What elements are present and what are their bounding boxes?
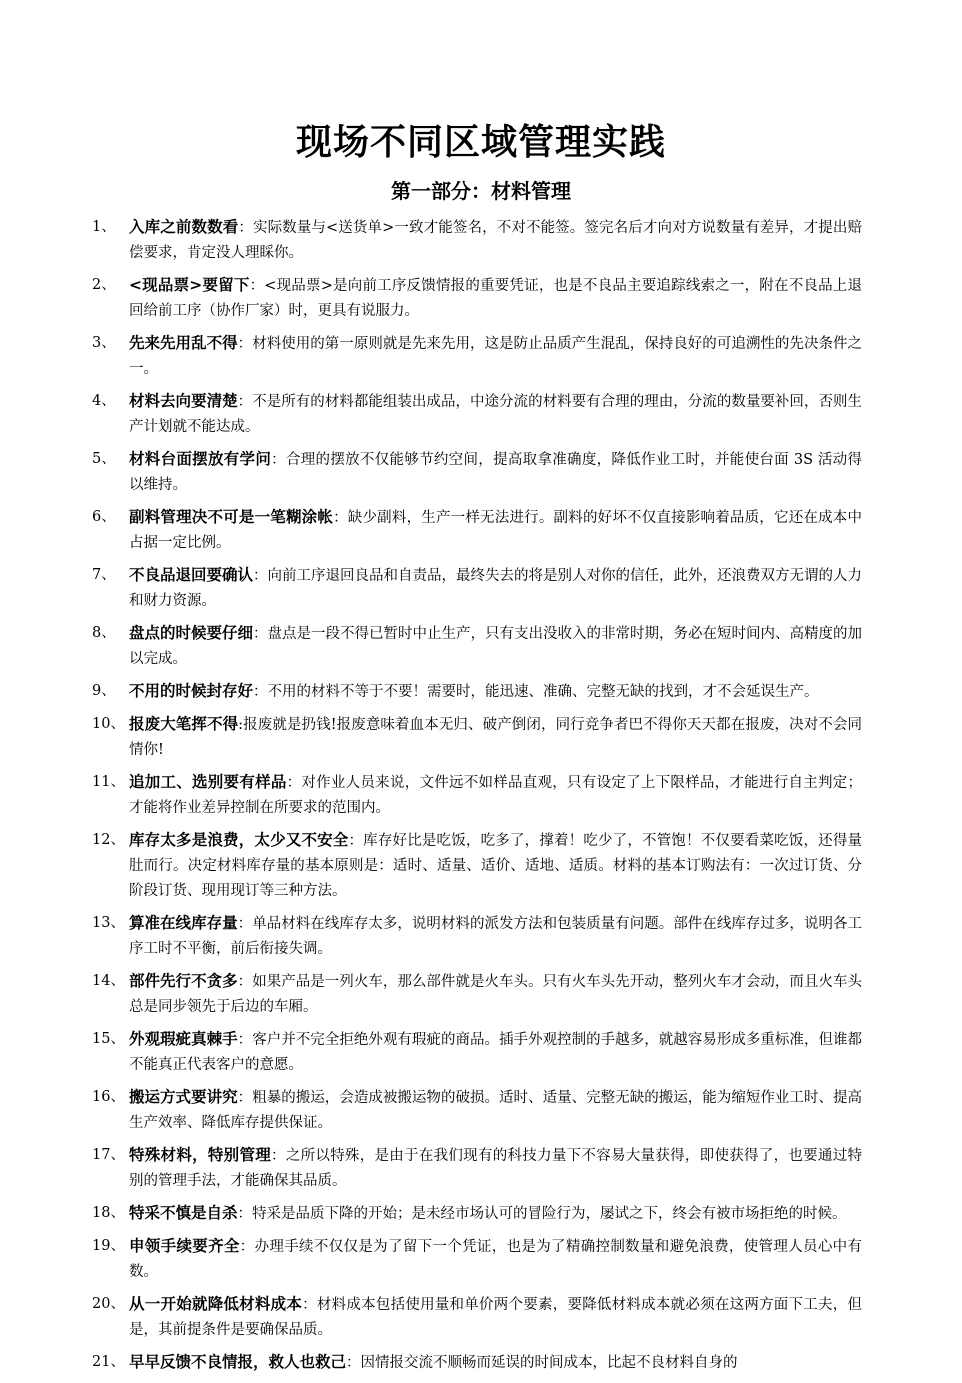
list-item: [92, 563, 862, 614]
item-body: [129, 712, 862, 763]
item-keyword: 报废大笔挥不得: [129, 715, 239, 733]
item-text: 之所以特殊，是由于在我们现有的科技力量下不容易大量获得，即使获得了，也要通过特别的管理手法，才能确保其品质。: [129, 1148, 862, 1189]
item-body: [129, 1292, 862, 1343]
item-keyword: 特殊材料，特别管理: [129, 1146, 272, 1164]
item-separator: ：: [271, 452, 286, 468]
item-number: 18、: [92, 1205, 125, 1221]
item-separator: ：: [237, 1090, 253, 1106]
item-number: 1、: [92, 219, 116, 235]
list-item: [92, 389, 862, 440]
item-text: 向前工序退回良品和自责品，最终失去的将是别人对你的信任，此外，还浪费双方无谓的人力和财力资源。: [129, 568, 863, 609]
item-body: [129, 215, 862, 266]
item-text: 办理手续不仅仅是为了留下一个凭证，也是为了精确控制数量和避免浪费，使管理人员心中有数。: [129, 1239, 862, 1280]
list-item: [92, 969, 862, 1020]
item-keyword: 算准在线库存量: [129, 914, 238, 932]
item-separator: ：: [253, 626, 268, 642]
item-number: 13、: [92, 915, 125, 931]
item-keyword: 部件先行不贪多: [129, 972, 238, 990]
item-keyword: 追加工、选别要有样品: [129, 773, 287, 791]
item-number: 14、: [92, 973, 125, 989]
item-number: 10、: [92, 716, 125, 732]
item-keyword: 先来先用乱不得: [129, 334, 238, 352]
item-separator: ：: [237, 974, 253, 990]
item-text: 盘点是一段不得已暂时中止生产，只有支出没收入的非常时期，务必在短时间内、高精度的加以完成。: [129, 626, 863, 667]
item-text: <现品票>是向前工序反馈情报的重要凭证，也是不良品主要追踪线索之一，附在不良品上退回给前工序（协作厂家）时，更具有说服力。: [129, 278, 862, 319]
item-keyword: 材料台面摆放有学问: [129, 450, 272, 468]
list-item: [92, 1234, 862, 1285]
item-text: 不是所有的材料都能组装出成品，中途分流的材料要有合理的理由，分流的数量要补回，否则生产计划就不能达成。: [129, 394, 863, 435]
item-number: 8、: [92, 625, 116, 641]
item-separator: :: [238, 717, 244, 733]
item-number: 4、: [92, 393, 116, 409]
item-number: 19、: [92, 1238, 125, 1254]
item-text: 因情报交流不顺畅而延误的时间成本，比起不良材料自身的: [360, 1355, 738, 1371]
list-item: [92, 1143, 862, 1194]
item-keyword: 入库之前数数看: [129, 218, 239, 236]
item-body: [129, 969, 862, 1020]
item-text: 材料使用的第一原则就是先来先用，这是防止品质产生混乱，保持良好的可追溯性的先决条件之一。: [129, 336, 863, 377]
item-text: 对作业人员来说，文件远不如样品直观，只有设定了上下限样品，才能进行自主判定；才能将作业差异控制在所要求的范围内。: [129, 775, 862, 816]
item-separator: ：: [333, 510, 348, 526]
item-body: [129, 770, 862, 821]
list-item: [92, 505, 862, 556]
item-body: [129, 679, 862, 705]
item-body: [129, 1201, 862, 1227]
item-text: 实际数量与<送货单>一致才能签名，不对不能签。签完名后才向对方说数量有差异，才提出赔偿要求，肯定没人理睬你。: [129, 220, 863, 261]
item-text: 特采是品质下降的开始；是未经市场认可的冒险行为，屡试之下，终会有被市场拒绝的时候。: [252, 1206, 847, 1222]
item-separator: ：: [249, 278, 265, 294]
item-separator: ：: [237, 336, 253, 352]
item-keyword: 申领手续要齐全: [129, 1237, 240, 1255]
item-keyword: 材料去向要清楚: [129, 392, 238, 410]
item-text: 客户并不完全拒绝外观有瑕疵的商品。插手外观控制的手越多，就越容易形成多重标准，但谁都不能真正代表客户的意愿。: [129, 1032, 863, 1073]
item-separator: ：: [237, 916, 253, 932]
item-separator: ：: [348, 833, 364, 849]
item-separator: ：: [237, 1032, 253, 1048]
item-number: 20、: [92, 1296, 125, 1312]
item-number: 12、: [92, 832, 125, 848]
item-number: 21、: [92, 1354, 125, 1370]
list-item: [92, 712, 862, 763]
item-body: [129, 389, 862, 440]
item-separator: ：: [239, 1239, 255, 1255]
item-body: [129, 505, 862, 556]
item-separator: ：: [253, 684, 268, 700]
item-text: 单品材料在线库存太多，说明材料的派发方法和包装质量有问题。部件在线库存过多，说明各工序工时不平衡，前后衔接失调。: [129, 916, 863, 957]
rule-list: [92, 215, 862, 1383]
item-separator: ：: [238, 220, 253, 236]
item-text: 不用的材料不等于不要！需要时，能迅速、准确、完整无缺的找到，才不会延误生产。: [267, 684, 819, 700]
item-keyword: 盘点的时候要仔细: [129, 624, 254, 642]
item-text: 报废就是扔钱!报废意味着血本无归、破产倒闭，同行竞争者巴不得你天天都在报废，决对不会同情你!: [129, 717, 862, 758]
list-item: [92, 770, 862, 821]
list-item: [92, 1027, 862, 1078]
item-keyword: 库存太多是浪费，太少又不安全: [129, 831, 349, 849]
item-separator: ：: [271, 1148, 286, 1164]
item-number: 6、: [92, 509, 116, 525]
list-item: [92, 1201, 862, 1227]
item-text: 材料成本包括使用量和单价两个要素，要降低材料成本就必须在这两方面下工夫，但是，其前提条件是要确保品质。: [129, 1297, 863, 1338]
item-number: 16、: [92, 1089, 125, 1105]
item-keyword: <现品票>要留下: [129, 276, 250, 294]
list-item: [92, 1085, 862, 1136]
item-text: 粗暴的搬运，会造成被搬运物的破损。适时、适量、完整无缺的搬运，能为缩短作业工时、提高生产效率、降低库存提供保证。: [129, 1090, 863, 1131]
list-item: [92, 447, 862, 498]
list-item: [92, 215, 862, 266]
item-body: [129, 273, 862, 324]
item-number: 9、: [92, 683, 116, 699]
item-number: 5、: [92, 451, 116, 467]
item-separator: ：: [237, 1206, 253, 1222]
item-body: [129, 563, 862, 614]
item-body: [129, 621, 862, 672]
list-item: [92, 1350, 862, 1376]
item-separator: ：: [346, 1355, 361, 1371]
item-body: [129, 1234, 862, 1285]
item-separator: ：: [302, 1297, 317, 1313]
section-heading: 第一部分：材料管理: [391, 179, 571, 203]
list-item: [92, 679, 862, 705]
item-number: 2、: [92, 277, 116, 293]
list-item: [92, 621, 862, 672]
item-separator: ：: [286, 775, 302, 791]
item-body: [129, 1027, 862, 1078]
item-keyword: 不良品退回要确认: [129, 566, 254, 584]
item-number: 17、: [92, 1147, 125, 1163]
list-item: [92, 911, 862, 962]
item-number: 7、: [92, 567, 116, 583]
item-body: [129, 1085, 862, 1136]
item-body: [129, 1350, 862, 1376]
item-keyword: 特采不慎是自杀: [129, 1204, 238, 1222]
list-item: [92, 1292, 862, 1343]
item-text: 库存好比是吃饭，吃多了，撑着！吃少了，不管饱！不仅要看菜吃饭，还得量肚而行。决定材料库存量的基本原则是：适时、适量、适价、适地、适质。材料的基本订购法有：一次过订货、分阶段订货、现用现订等三种方法。: [129, 833, 863, 899]
item-keyword: 外观瑕疵真棘手: [129, 1030, 238, 1048]
item-text: 合理的摆放不仅能够节约空间，提高取拿准确度，降低作业工时，并能使台面 3S 活动得以维持。: [129, 452, 862, 493]
item-keyword: 搬运方式要讲究: [129, 1088, 238, 1106]
item-keyword: 早早反馈不良情报，救人也救己: [129, 1353, 347, 1371]
item-separator: ：: [253, 568, 268, 584]
item-separator: ：: [237, 394, 253, 410]
item-text: 如果产品是一列火车，那么部件就是火车头。只有火车头先开动，整列火车才会动，而且火车头总是同步领先于后边的车厢。: [129, 974, 863, 1015]
item-number: 11、: [92, 774, 125, 790]
list-item: [92, 331, 862, 382]
item-body: [129, 828, 862, 904]
item-keyword: 不用的时候封存好: [129, 682, 254, 700]
item-body: [129, 1143, 862, 1194]
item-body: [129, 331, 862, 382]
list-item: [92, 273, 862, 324]
item-text: 缺少副料，生产一样无法进行。副料的好坏不仅直接影响着品质，它还在成本中占据一定比例。: [129, 510, 862, 551]
document-title: 现场不同区域管理实践: [295, 122, 666, 163]
item-keyword: 副料管理决不可是一笔糊涂帐: [129, 508, 334, 526]
item-number: 15、: [92, 1031, 125, 1047]
item-keyword: 从一开始就降低材料成本: [129, 1295, 303, 1313]
item-body: [129, 911, 862, 962]
item-body: [129, 447, 862, 498]
list-item: [92, 828, 862, 904]
item-number: 3、: [92, 335, 116, 351]
